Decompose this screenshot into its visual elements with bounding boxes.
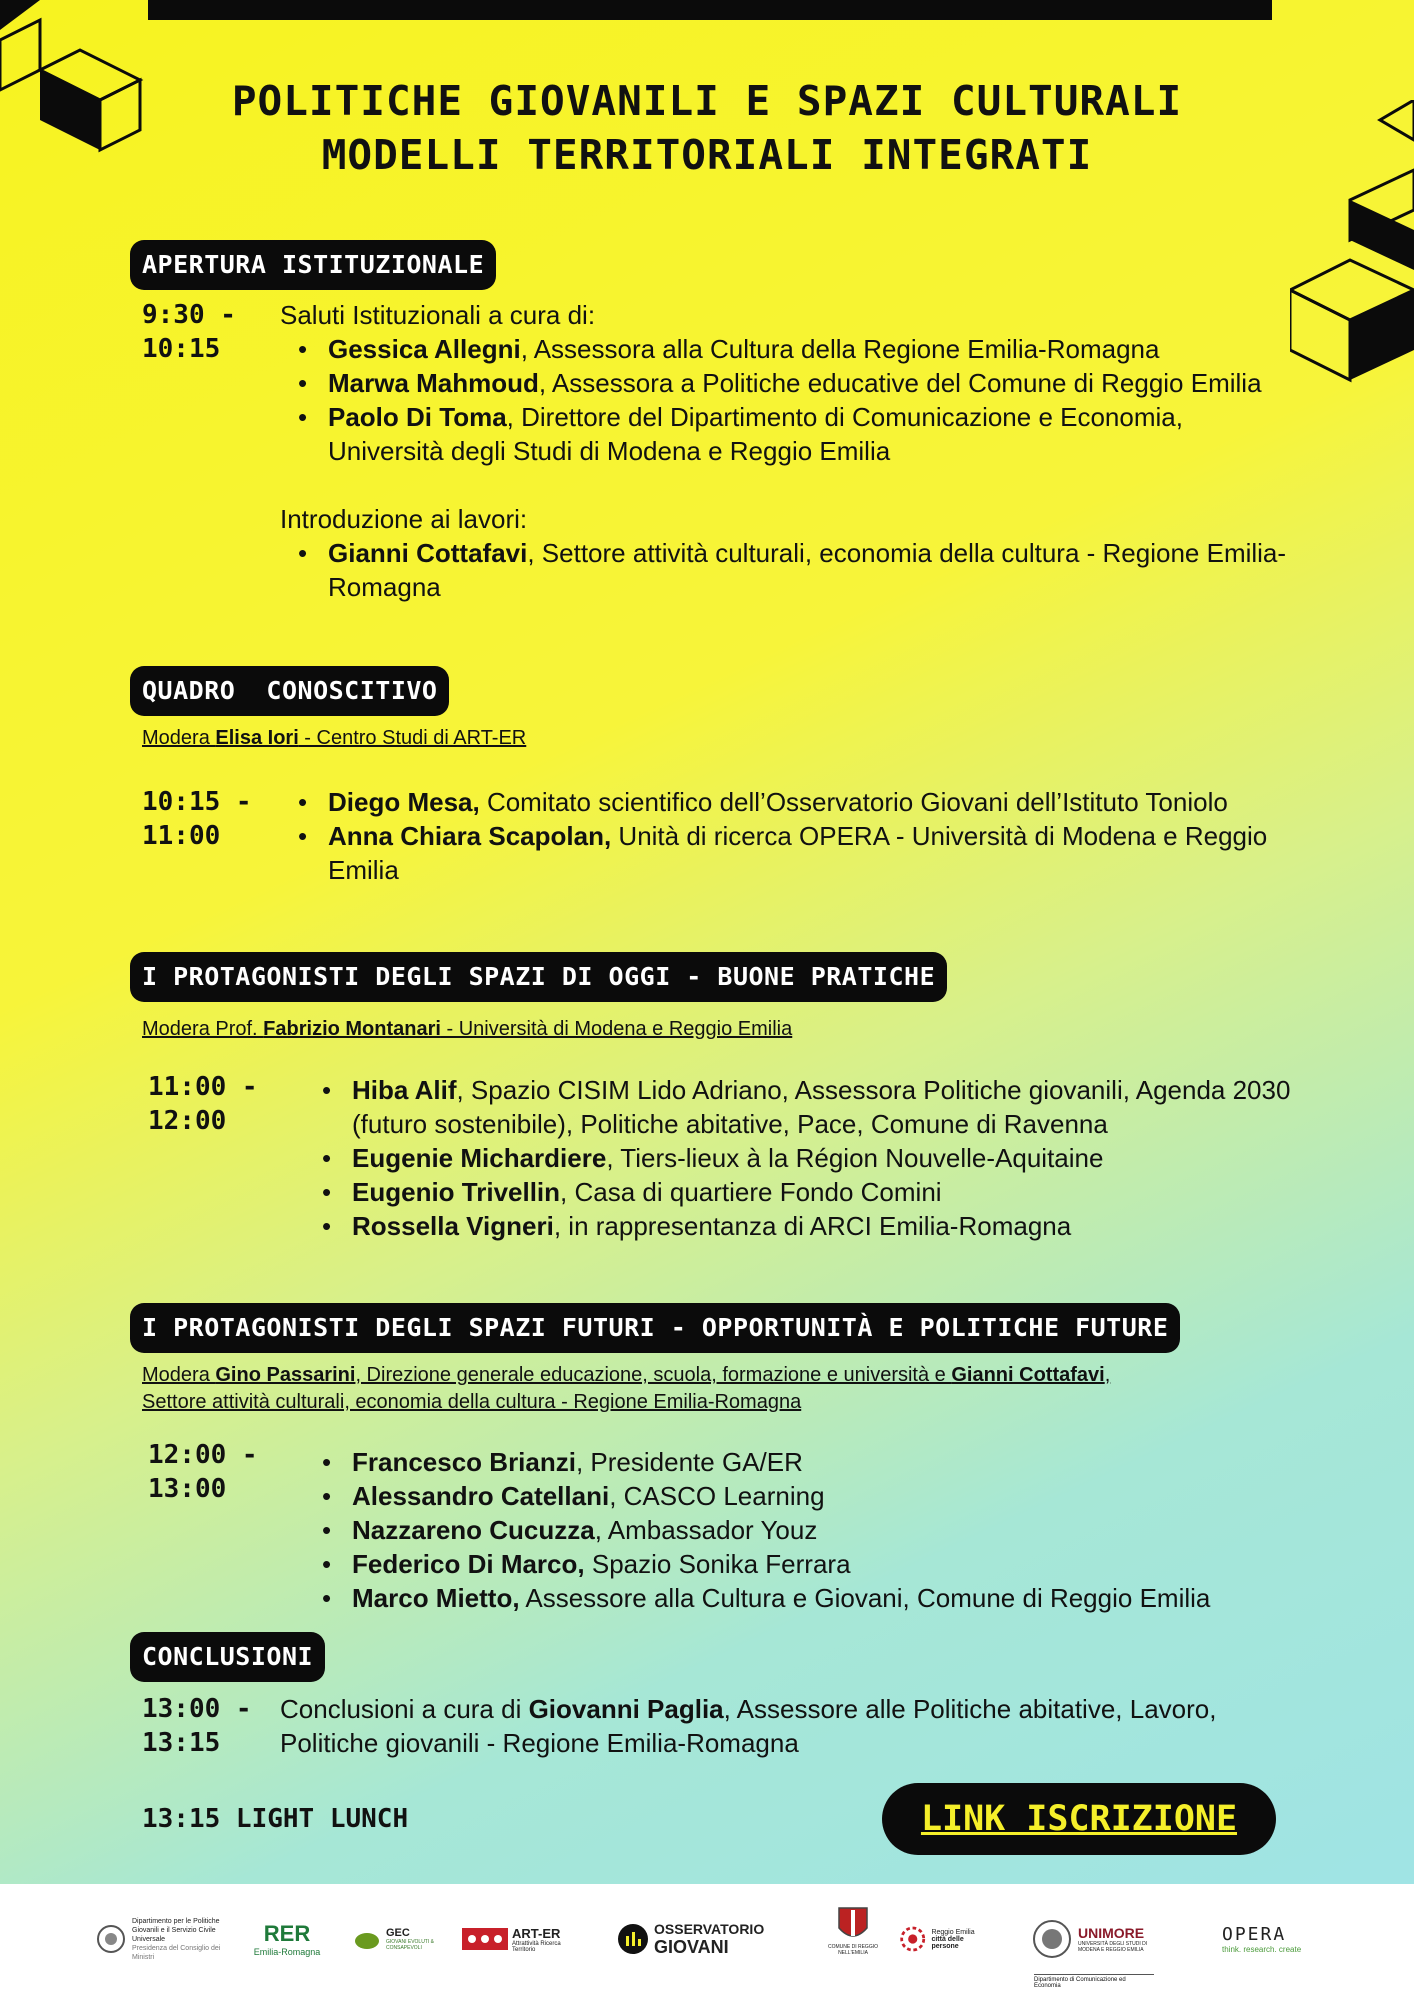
oggi-content: [304, 1073, 1294, 1243]
logo-unimore: [1032, 1904, 1162, 1974]
mod-prefix: Modera Prof.: [142, 1018, 264, 1040]
speaker-item: [328, 536, 1290, 604]
speaker-name: Marco Mietto,: [352, 1583, 520, 1613]
moderator-quadro: [142, 725, 526, 752]
speaker-role: , Assessora alla Cultura della Regione Emilia-Romagna: [520, 334, 1160, 364]
mod-name: Elisa Iori: [215, 727, 299, 749]
logo-text: ART-ER: [512, 1925, 561, 1941]
speaker-name: Eugenie Michardiere: [352, 1143, 607, 1173]
logo-sub: UNIVERSITÀ DEGLI STUDI DI MODENA E REGGIO EMILIA: [1078, 1941, 1148, 1953]
logo-dipartimento-comunicazione: Dipartimento di Comunicazione ed Economia: [1034, 1974, 1154, 1989]
logo-text: UNIMORE: [1078, 1925, 1145, 1941]
futuri-speaker-list: [304, 1445, 1294, 1615]
time-end: 10:15: [142, 334, 221, 364]
logo-gec: [352, 1904, 452, 1974]
logo-reggio-emilia-citta: [898, 1904, 988, 1974]
logo-sub: think. research. create: [1222, 1945, 1302, 1954]
speaker-role: Spazio Sonika Ferrara: [584, 1549, 851, 1579]
apertura-intro2: Introduzione ai lavori:: [280, 504, 528, 534]
speaker-item: [352, 1175, 1294, 1209]
time-futuri: [148, 1438, 258, 1506]
page-title-line2: MODELLI TERRITORIALI INTEGRATI: [321, 131, 1093, 179]
speaker-name: Gessica Allegni: [328, 334, 521, 364]
logo-text: OSSERVATORIO: [654, 1920, 765, 1937]
apertura-speaker-list: [280, 332, 1290, 468]
logo-text: GEC: [386, 1927, 410, 1939]
mod-mid: , Direzione generale educazione, scuola, formazione e università e: [355, 1364, 952, 1386]
speaker-name: Eugenio Trivellin: [352, 1177, 561, 1207]
time-conclusioni: [142, 1692, 252, 1760]
speaker-item: [352, 1513, 1294, 1547]
footer-logos: [0, 1884, 1414, 2000]
lunch-label: 13:15 LIGHT LUNCH: [142, 1804, 409, 1834]
apertura-content: [280, 298, 1290, 604]
logo-opera: [1222, 1904, 1322, 1974]
speaker-item: [352, 1445, 1294, 1479]
futuri-content: [304, 1445, 1294, 1615]
time-start: 10:15 -: [142, 787, 252, 817]
mod-name2: Gianni Cottafavi: [951, 1364, 1105, 1386]
speaker-role: , Ambassador Youz: [594, 1515, 818, 1545]
mod-suffix: - Centro Studi di ART-ER: [298, 727, 527, 749]
section-heading-quadro: [130, 666, 449, 716]
time-end: 13:15: [142, 1728, 221, 1758]
time-end: 12:00: [148, 1106, 227, 1136]
speaker-name: Nazzareno Cucuzza: [352, 1515, 595, 1545]
section-heading-conclusioni: CONCLUSIONI: [130, 1632, 325, 1682]
logo-sub: città delle persone: [931, 1935, 964, 1950]
oggi-speaker-list: [304, 1073, 1294, 1243]
logo-sub: Attrattività Ricerca Territorio: [512, 1940, 561, 1953]
logo-sub: Presidenza del Consiglio dei Ministri: [132, 1944, 221, 1961]
logo-text: RER: [263, 1921, 311, 1946]
speaker-role: Assessore alla Cultura e Giovani, Comune di Reggio Emilia: [519, 1583, 1211, 1613]
heading-text: QUADRO CONOSCITIVO: [142, 676, 438, 705]
speaker-role: , Tiers-lieux à la Région Nouvelle-Aquitaine: [606, 1143, 1104, 1173]
speaker-name: Gianni Cottafavi: [328, 538, 528, 568]
speaker-role: Comitato scientifico dell’Osservatorio Giovani dell’Istituto Toniolo: [479, 787, 1228, 817]
logo-emilia-romagna: [252, 1904, 322, 1974]
mod-name: Fabrizio Montanari: [263, 1018, 441, 1040]
speaker-name: Marwa Mahmoud: [328, 368, 539, 398]
speaker-item: [352, 1141, 1294, 1175]
speaker-item: [352, 1209, 1294, 1243]
time-end: 13:00: [148, 1474, 227, 1504]
section-heading-apertura: APERTURA ISTITUZIONALE: [130, 240, 496, 290]
mod-suffix: - Università di Modena e Reggio Emilia: [440, 1018, 793, 1040]
speaker-role: , Presidente GA/ER: [575, 1447, 803, 1477]
time-end: 11:00: [142, 821, 221, 851]
mod-suffix: ,: [1104, 1364, 1111, 1386]
osservatorio-icon: [616, 1922, 650, 1956]
logo-text: OPERA: [1222, 1924, 1287, 1945]
speaker-name: Hiba Alif: [352, 1075, 457, 1105]
mod-name: Gino Passarini: [215, 1364, 356, 1386]
speaker-role: Unità di ricerca OPERA - Università di Modena e Reggio Emilia: [328, 821, 1268, 885]
page-title-line1: POLITICHE GIOVANILI E SPAZI CULTURALI: [231, 77, 1183, 125]
concl-name: Giovanni Paglia: [528, 1694, 724, 1724]
speaker-name: Paolo Di Toma: [328, 402, 507, 432]
time-start: 11:00 -: [148, 1072, 258, 1102]
speaker-item: [328, 332, 1290, 366]
speaker-role: , Assessora a Politiche educative del Comune di Reggio Emilia: [538, 368, 1262, 398]
logo-sub: GIOVANI EVOLUTI & CONSAPEVOLI: [386, 1939, 434, 1951]
concl-suffix: , Assessore alle Politiche abitative, Lavoro, Politiche giovanili - Regione Emilia-Romagna: [280, 1694, 1217, 1758]
speaker-name: Diego Mesa,: [328, 787, 480, 817]
art-er-icon: [462, 1922, 508, 1956]
frog-icon: [352, 1927, 382, 1951]
speaker-role: , Settore attività culturali, economia della cultura - Regione Emilia-Romagna: [328, 538, 1287, 602]
moderator-oggi: [142, 1016, 792, 1043]
speaker-name: Alessandro Catellani: [352, 1481, 610, 1511]
section-heading-oggi: I PROTAGONISTI DEGLI SPAZI DI OGGI - BUONE PRATICHE: [130, 952, 947, 1002]
quadro-speaker-list: [280, 785, 1290, 887]
logo-sub: Emilia-Romagna: [253, 1947, 321, 1957]
mod-line2: Settore attività culturali, economia della cultura - Regione Emilia-Romagna: [142, 1391, 802, 1413]
time-quadro: [142, 785, 252, 853]
logo-dipartimento-politiche-giovanili: [96, 1904, 236, 1974]
speaker-item: [352, 1547, 1294, 1581]
logo-art-er: [462, 1904, 572, 1974]
speaker-role: , in rappresentanza di ARCI Emilia-Romagna: [553, 1211, 1072, 1241]
logo-comune-reggio: [826, 1904, 880, 1974]
speaker-name: Anna Chiara Scapolan,: [328, 821, 612, 851]
mod-prefix: Modera: [142, 1364, 216, 1386]
speaker-item: [328, 400, 1290, 468]
time-apertura: [142, 298, 236, 366]
quadro-content: [280, 785, 1290, 887]
speaker-item: [328, 785, 1290, 819]
dots-circle-icon: [898, 1923, 927, 1955]
speaker-item: [328, 366, 1290, 400]
speaker-item: [352, 1581, 1294, 1615]
time-start: 9:30 -: [142, 300, 236, 330]
apertura-intro: Saluti Istituzionali a cura di:: [280, 300, 596, 330]
coat-of-arms-icon: [835, 1904, 871, 1944]
speaker-item: [352, 1073, 1294, 1141]
mod-prefix: Modera: [142, 727, 216, 749]
time-start: 12:00 -: [148, 1440, 258, 1470]
speaker-item: [352, 1479, 1294, 1513]
apertura-intro-speaker-list: [280, 536, 1290, 604]
section-heading-futuri: I PROTAGONISTI DEGLI SPAZI FUTURI - OPPORTUNITÀ E POLITICHE FUTURE: [130, 1303, 1180, 1353]
logo-text: Reggio Emilia: [931, 1928, 975, 1936]
time-oggi: [148, 1070, 258, 1138]
university-seal-icon: [1032, 1919, 1072, 1959]
speaker-role: , Spazio CISIM Lido Adriano, Assessora Politiche giovanili, Agenda 2030 (futuro sostenibile), Politiche abitative, Pace, Comune di Ravenna: [352, 1075, 1291, 1139]
speaker-role: , Direttore del Dipartimento di Comunicazione e Economia, Università degli Studi di Modena e Reggio Emilia: [328, 402, 1183, 466]
speaker-name: Rossella Vigneri: [352, 1211, 554, 1241]
logo-osservatorio-giovani: [616, 1904, 776, 1974]
time-start: 13:00 -: [142, 1694, 252, 1724]
speaker-name: Federico Di Marco,: [352, 1549, 585, 1579]
speaker-role: , CASCO Learning: [609, 1481, 825, 1511]
speaker-item: [328, 819, 1290, 887]
speaker-role: , Casa di quartiere Fondo Comini: [560, 1177, 942, 1207]
top-bar: [148, 0, 1272, 20]
speaker-name: Francesco Brianzi: [352, 1447, 576, 1477]
logo-text: Dipartimento per le Politiche Giovanili e il Servizio Civile Universale: [132, 1917, 220, 1943]
moderator-futuri: [142, 1362, 1302, 1416]
conclusioni-content: [280, 1692, 1240, 1760]
concl-prefix: Conclusioni a cura di: [280, 1694, 529, 1724]
logo-text: COMUNE DI REGGIO NELL'EMILIA: [827, 1944, 878, 1956]
logo-sub: GIOVANI: [654, 1936, 729, 1957]
emblem-icon: [96, 1924, 126, 1954]
link-iscrizione-button[interactable]: LINK ISCRIZIONE: [882, 1783, 1276, 1855]
